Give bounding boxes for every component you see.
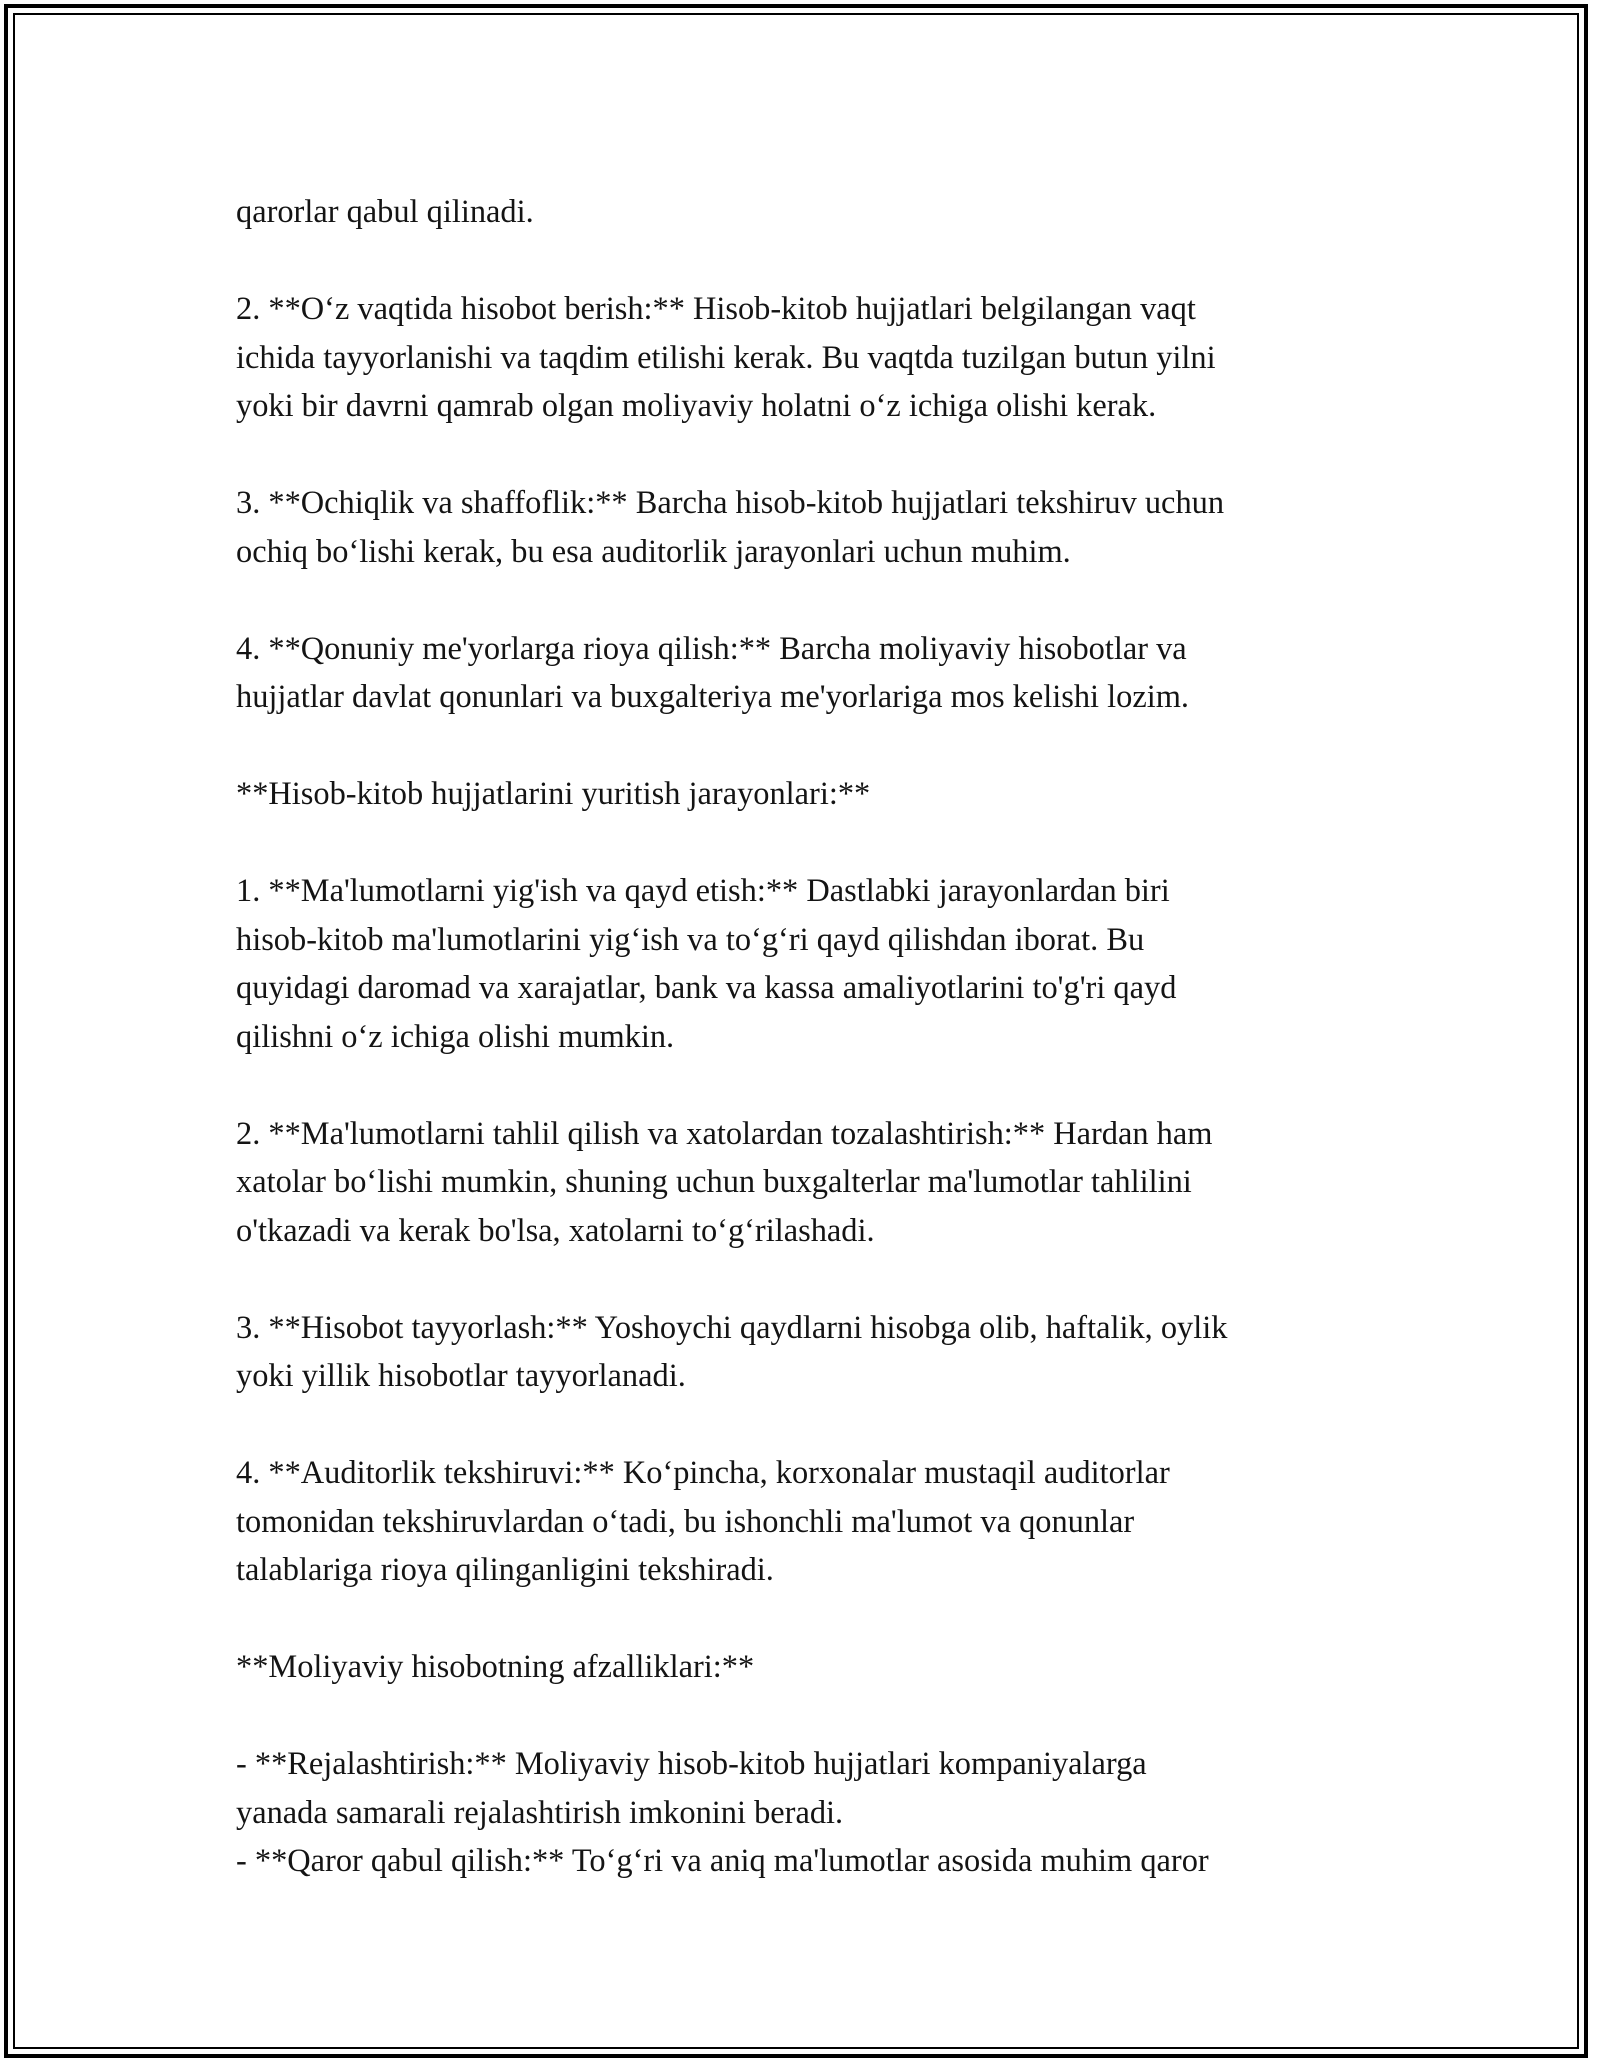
paragraph-report-preparation: 3. **Hisobot tayyorlash:** Yoshoychi qaydlarni hisobga olib, haftalik, oylik yoki yillik hisobotlar tayyorlanadi. <box>236 1309 1228 1394</box>
paragraph-legal-compliance: 4. **Qonuniy me'yorlarga rioya qilish:** Barcha moliyaviy hisobotlar va hujjatlar davlat qonunlari va buxgalteriya me'yorlariga mos kelishi lozim. <box>236 630 1189 715</box>
section-heading-processes: **Hisob-kitob hujjatlarini yuritish jarayonlari:** <box>236 776 871 812</box>
paragraph-audit: 4. **Auditorlik tekshiruvi:** Ko‘pincha, korxonalar mustaqil auditorlar tomonidan tekshiruvlardan o‘tadi, bu ishonchli ma'lumot va qonunlar talablariga rioya qilinganligini tekshiradi. <box>236 1455 1170 1588</box>
paragraph-openness: 3. **Ochiqlik va shaffoflik:** Barcha hisob-kitob hujjatlari tekshiruv uchun ochiq bo‘lishi kerak, bu esa auditorlik jarayonlari uchun muhim. <box>236 485 1225 570</box>
document-body <box>236 188 1386 1886</box>
list-item-decision-making: - **Qaror qabul qilish:** To‘g‘ri va aniq ma'lumotlar asosida muhim qaror <box>236 1843 1209 1879</box>
paragraph-data-collection: 1. **Ma'lumotlarni yig'ish va qayd etish:** Dastlabki jarayonlardan biri hisob-kitob ma'lumotlarini yig‘ish va to‘g‘ri qayd qilishdan iborat. Bu quyidagi daromad va xarajatlar, bank va kassa amaliyotlarini to'g'ri qayd qilishni o‘z ichiga olishi mumkin. <box>236 873 1177 1055</box>
paragraph-timely-reporting: 2. **O‘z vaqtida hisobot berish:** Hisob-kitob hujjatlari belgilangan vaqt ichida tayyorlanishi va taqdim etilishi kerak. Bu vaqtda tuzilgan butun yilni yoki bir davrni qamrab olgan moliyaviy holatni o‘z ichiga olishi kerak. <box>236 291 1216 424</box>
list-item-planning: - **Rejalashtirish:** Moliyaviy hisob-kitob hujjatlari kompaniyalarga yanada samarali rejalashtirish imkonini beradi. <box>236 1746 1147 1831</box>
paragraph-continuation: qarorlar qabul qilinadi. <box>236 194 534 230</box>
paragraph-data-analysis: 2. **Ma'lumotlarni tahlil qilish va xatolardan tozalashtirish:** Hardan ham xatolar bo‘lishi mumkin, shuning uchun buxgalterlar ma'lumotlar tahlilini o'tkazadi va kerak bo'lsa, xatolarni to‘g‘rilashadi. <box>236 1115 1213 1249</box>
section-heading-advantages: **Moliyaviy hisobotning afzalliklari:** <box>236 1649 755 1685</box>
